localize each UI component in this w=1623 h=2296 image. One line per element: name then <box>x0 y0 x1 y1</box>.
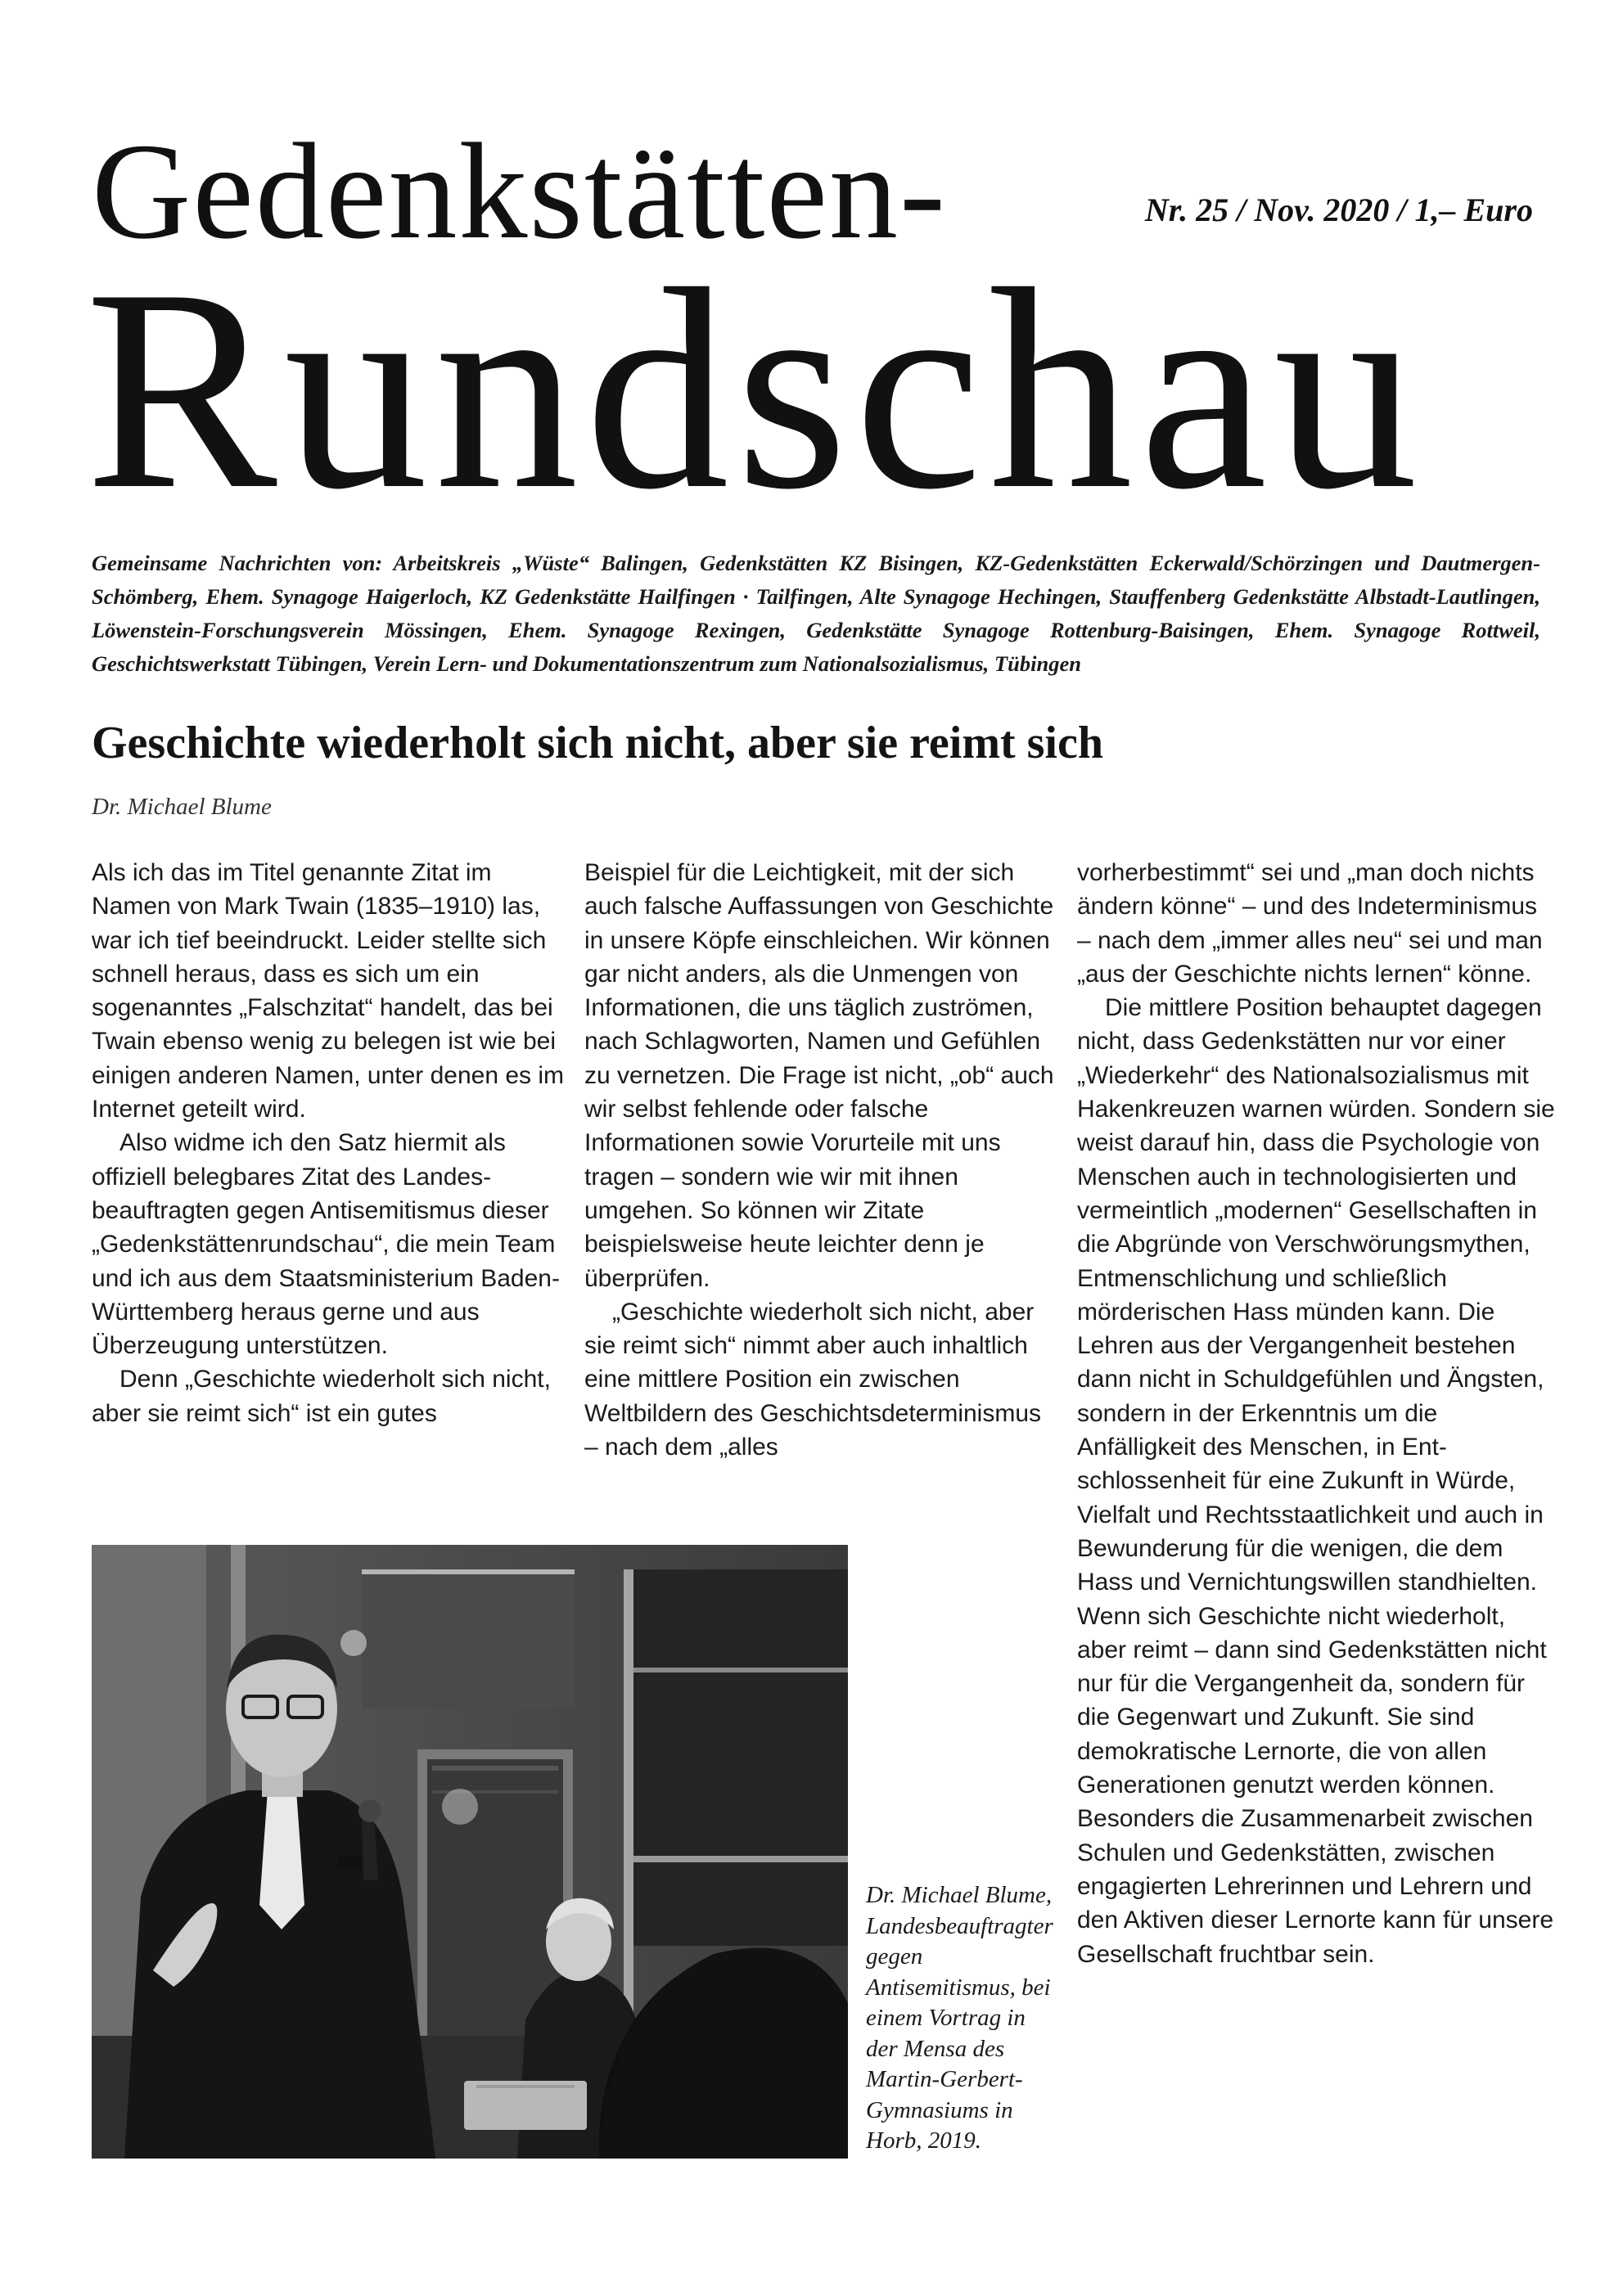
photo-caption: Dr. Michael Blume, Landesbeauftragter gegen Antisemitismus, bei einem Vortrag in der Mensa des Martin-Gerbert-Gymnasiums in Horb, 2019. <box>866 1882 1053 2154</box>
paragraph: vorherbestimmt“ sei und „man doch nichts ändern könne“ – und des Indeterminismus – nach dem „immer alles neu“ sei und man „aus der Geschichte nichts lernen“ könne. <box>1077 859 1543 988</box>
issue-info: Nr. 25 / Nov. 2020 / 1,– Euro <box>1144 191 1533 228</box>
article-column-1 <box>92 856 568 1430</box>
paragraph: Die mittlere Position behauptet dagegen nicht, dass Gedenkstätten nur vor einer „Wiederkehr“ des Nationalsozialismus mit Hakenkreuzen warnen würden. Sondern sie weist darauf hin, dass die Psychologie von Menschen auch in technologisierten und vermeintlich „modernen“ Gesellschaften in die Abgründe von Verschwörungsmythen, Entmenschlichung und schließlich mörderischen Hass münden kann. Die Lehren aus der Vergangenheit bestehen dann nicht in Schuldgefühlen und Ängsten, sondern in der Erkenntnis um die Anfälligkeit des Menschen, in Entschlossenheit für eine Zukunft in Würde, Vielfalt und Rechtsstaatlichkeit und auch in Bewunderung für die wenigen, die dem Hass und Vernichtungswillen standhielten. Wenn sich Geschichte nicht wiederholt, aber reimt – dann sind Gedenkstätten nicht nur für die Vergangenheit da, sondern für die Gegenwart und Zukunft. Sie sind demokratische Lernorte, die von allen Generationen genutzt werden können. Besonders die Zusammenarbeit zwischen Schulen und Gedenkstätten, zwischen engagierten Lehrerinnen und Lehrern und den Aktiven dieser Lernorte kann für unsere Gesellschaft fruchtbar sein. <box>1077 994 1555 1968</box>
article-photo <box>92 1545 848 2159</box>
masthead-title-line2: Rundschau <box>85 230 1425 549</box>
paragraph: Als ich das im Titel genannte Zitat im Namen von Mark Twain (1835–1910) las, war ich tief beeindruckt. Leider stellte sich schnell heraus, dass es sich um ein sogenanntes „Falschzitat“ handelt, das bei Twain ebenso wenig zu belegen ist wie bei einigen anderen Namen, unter denen es im Internet geteilt wird. <box>92 859 565 1123</box>
article-author: Dr. Michael Blume <box>92 794 272 820</box>
article-column-2 <box>584 856 1061 1464</box>
paragraph: „Geschichte wiederholt sich nicht, aber sie reimt sich“ nimmt aber auch inhaltlich eine mittlere Position ein zwischen Weltbildern des Geschichtsdeterminismus – nach dem „alles <box>584 1298 1042 1461</box>
speaker-photo-illustration <box>92 1545 848 2159</box>
paragraph: Also widme ich den Satz hiermit als offiziell belegbares Zitat des Landesbeauftragten gegen Antisemitismus dieser „Gedenkstättenrundschau“, die mein Team und ich aus dem Staatsministerium Baden-Württemberg heraus gerne und aus Überzeugung unterstützen. <box>92 1129 560 1360</box>
paragraph: Beispiel für die Leichtigkeit, mit der sich auch falsche Auffassungen von Geschichte in unsere Köpfe einschleichen. Wir können gar nicht anders, als die Unmengen von Informationen, die uns täglich zuströmen, nach Schlagworten, Namen und Gefühlen zu vernetzen. Die Frage ist nicht, „ob“ auch wir selbst fehlende oder falsche Informationen sowie Vorurteile mit uns tragen – sondern wie wir mit ihnen umgehen. So können wir Zitate beispielsweise heute leichter denn je überprüfen. <box>584 859 1054 1292</box>
article-headline: Geschichte wiederholt sich nicht, aber sie reimt sich <box>92 718 1103 768</box>
article-column-3 <box>1077 856 1556 1971</box>
masthead-title-line1: Gedenkstätten- <box>92 115 947 268</box>
publishers-list: Gemeinsame Nachrichten von: Arbeitskreis „Wüste“ Balingen, Gedenkstätten KZ Bisingen, KZ-Gedenkstätten Eckerwald/Schörzingen und Dautmergen-Schömberg, Ehem. Synagoge Haigerloch, KZ Gedenkstätte Hailfingen · Tailfingen, Alte Synagoge Hechingen, Stauffenberg Gedenkstätte Albstadt-Lautlingen, Löwenstein-Forschungsverein Mössingen, Ehem. Synagoge Rexingen, Gedenkstätte Synagoge Rottenburg-Baisingen, Ehem. Synagoge Rottweil, Geschichtswerkstatt Tübingen, Verein Lern- und Dokumentationszentrum zum Nationalsozialismus, Tübingen <box>92 551 1540 676</box>
paragraph: Denn „Geschichte wiederholt sich nicht, aber sie reimt sich“ ist ein gutes <box>92 1366 551 1427</box>
